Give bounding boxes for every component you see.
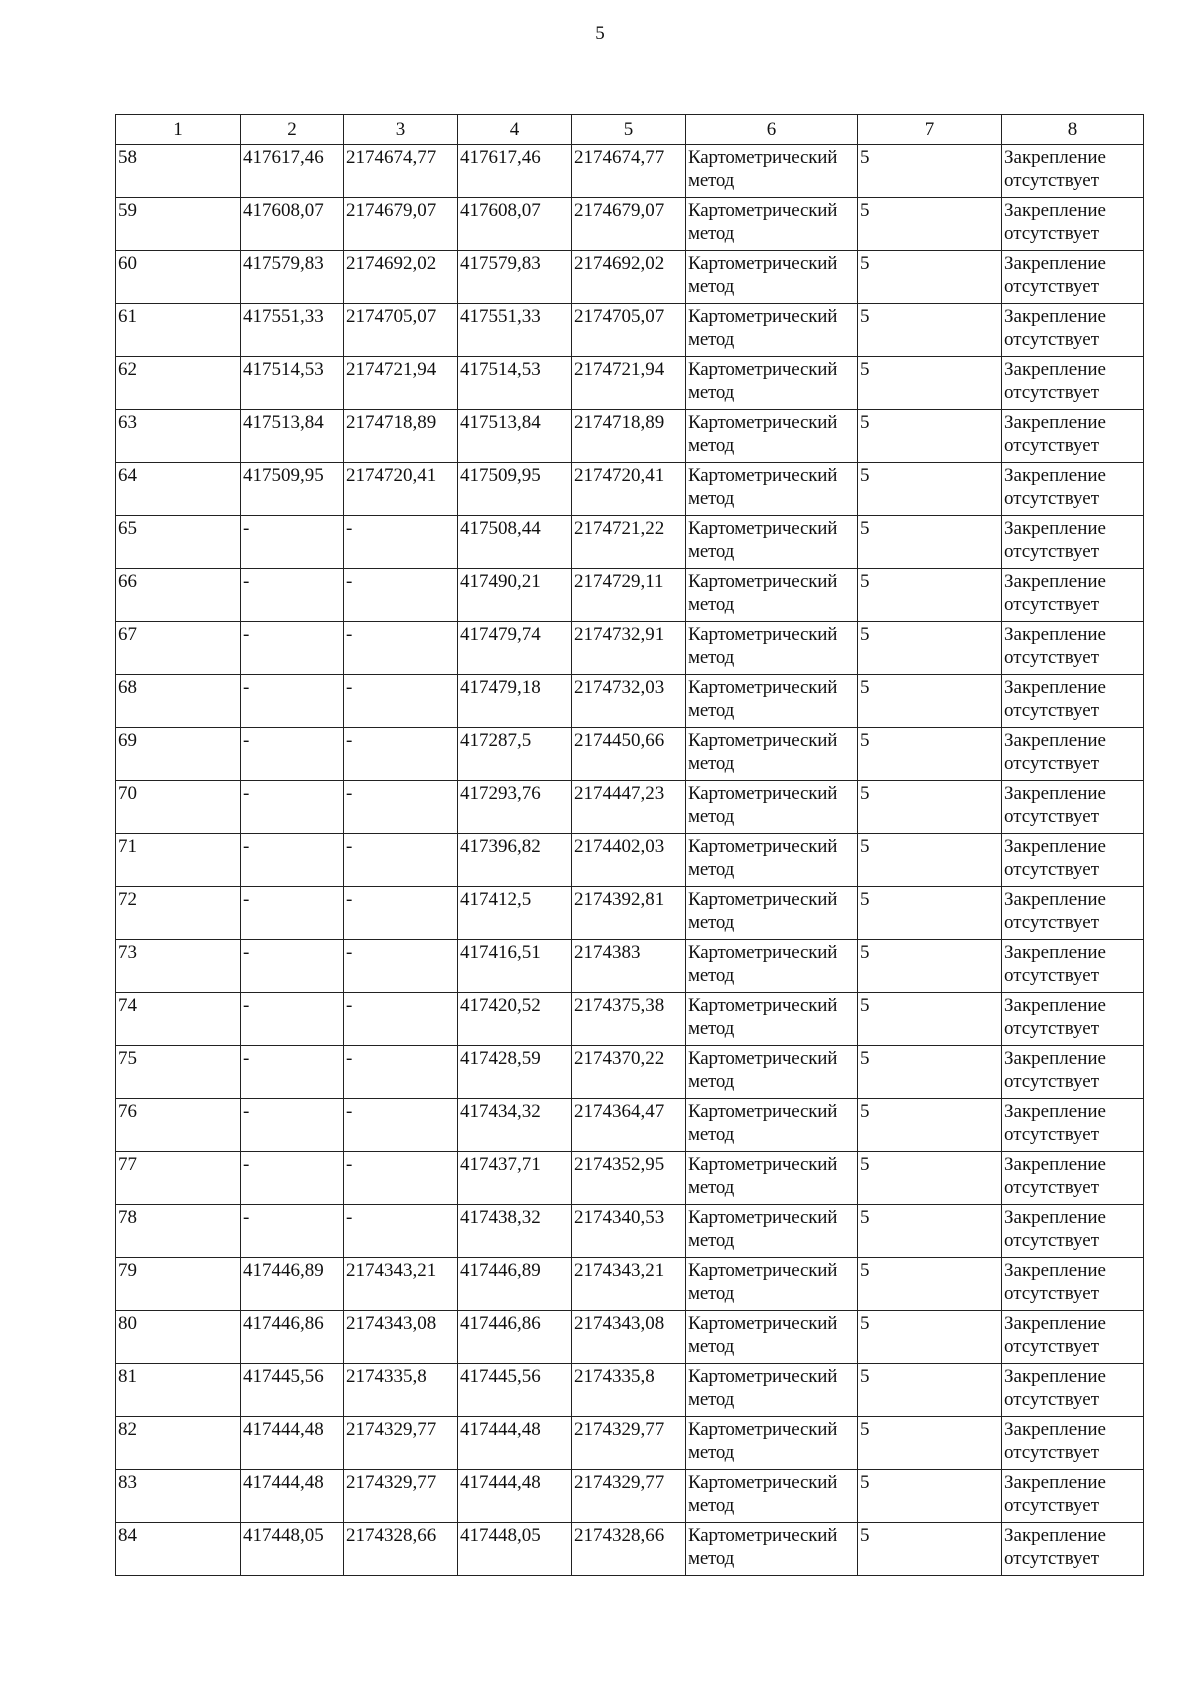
x-existing: 417579,83 [241, 251, 344, 304]
accuracy: 5 [858, 516, 1002, 569]
x-existing: - [241, 569, 344, 622]
point-number: 79 [116, 1258, 241, 1311]
method: Картометрический метод [686, 1046, 858, 1099]
accuracy: 5 [858, 357, 1002, 410]
accuracy: 5 [858, 1311, 1002, 1364]
accuracy: 5 [858, 834, 1002, 887]
col-x-existing-header: 2 [241, 115, 344, 145]
table-row [116, 516, 1144, 569]
method: Картометрический метод [686, 887, 858, 940]
y-existing: - [344, 728, 458, 781]
x-new: 417293,76 [458, 781, 572, 834]
x-existing: 417444,48 [241, 1470, 344, 1523]
accuracy: 5 [858, 728, 1002, 781]
x-new: 417420,52 [458, 993, 572, 1046]
marking-description: Закрепление отсутствует [1002, 357, 1144, 410]
marking-description: Закрепление отсутствует [1002, 887, 1144, 940]
method: Картометрический метод [686, 198, 858, 251]
point-number: 80 [116, 1311, 241, 1364]
table-row [116, 834, 1144, 887]
table-row [116, 1470, 1144, 1523]
accuracy: 5 [858, 1152, 1002, 1205]
point-number: 76 [116, 1099, 241, 1152]
method: Картометрический метод [686, 622, 858, 675]
y-new: 2174447,23 [572, 781, 686, 834]
y-existing: 2174720,41 [344, 463, 458, 516]
accuracy: 5 [858, 1470, 1002, 1523]
y-new: 2174402,03 [572, 834, 686, 887]
point-number: 68 [116, 675, 241, 728]
y-existing: - [344, 569, 458, 622]
table-row [116, 1099, 1144, 1152]
accuracy: 5 [858, 1046, 1002, 1099]
point-number: 61 [116, 304, 241, 357]
x-new: 417287,5 [458, 728, 572, 781]
col-x-new-header: 4 [458, 115, 572, 145]
x-new: 417608,07 [458, 198, 572, 251]
table-row [116, 569, 1144, 622]
method: Картометрический метод [686, 145, 858, 198]
accuracy: 5 [858, 463, 1002, 516]
marking-description: Закрепление отсутствует [1002, 728, 1144, 781]
marking-description: Закрепление отсутствует [1002, 622, 1144, 675]
y-new: 2174364,47 [572, 1099, 686, 1152]
y-new: 2174375,38 [572, 993, 686, 1046]
x-new: 417551,33 [458, 304, 572, 357]
table-row [116, 993, 1144, 1046]
y-existing: - [344, 622, 458, 675]
x-new: 417438,32 [458, 1205, 572, 1258]
x-existing: - [241, 834, 344, 887]
marking-description: Закрепление отсутствует [1002, 1258, 1144, 1311]
x-new: 417428,59 [458, 1046, 572, 1099]
accuracy: 5 [858, 1417, 1002, 1470]
marking-description: Закрепление отсутствует [1002, 516, 1144, 569]
point-number: 66 [116, 569, 241, 622]
method: Картометрический метод [686, 357, 858, 410]
point-number: 58 [116, 145, 241, 198]
point-number: 67 [116, 622, 241, 675]
table-row [116, 622, 1144, 675]
y-new: 2174370,22 [572, 1046, 686, 1099]
x-new: 417444,48 [458, 1417, 572, 1470]
marking-description: Закрепление отсутствует [1002, 940, 1144, 993]
method: Картометрический метод [686, 1417, 858, 1470]
x-existing: - [241, 781, 344, 834]
accuracy: 5 [858, 622, 1002, 675]
marking-description: Закрепление отсутствует [1002, 1152, 1144, 1205]
point-number: 69 [116, 728, 241, 781]
page-number: 5 [595, 23, 605, 44]
x-existing: 417551,33 [241, 304, 344, 357]
col-accuracy-header: 7 [858, 115, 1002, 145]
method: Картометрический метод [686, 1205, 858, 1258]
col-marking-header: 8 [1002, 115, 1144, 145]
point-number: 62 [116, 357, 241, 410]
table-row [116, 1311, 1144, 1364]
accuracy: 5 [858, 1523, 1002, 1576]
table-row [116, 410, 1144, 463]
marking-description: Закрепление отсутствует [1002, 410, 1144, 463]
y-existing: 2174329,77 [344, 1417, 458, 1470]
y-existing: 2174335,8 [344, 1364, 458, 1417]
table-row [116, 1046, 1144, 1099]
x-existing: 417444,48 [241, 1417, 344, 1470]
marking-description: Закрепление отсутствует [1002, 1523, 1144, 1576]
y-new: 2174383 [572, 940, 686, 993]
x-existing: - [241, 675, 344, 728]
x-new: 417479,74 [458, 622, 572, 675]
method: Картометрический метод [686, 1258, 858, 1311]
marking-description: Закрепление отсутствует [1002, 463, 1144, 516]
y-existing: - [344, 834, 458, 887]
x-new: 417445,56 [458, 1364, 572, 1417]
y-new: 2174343,08 [572, 1311, 686, 1364]
table-row [116, 1364, 1144, 1417]
x-new: 417579,83 [458, 251, 572, 304]
y-existing: 2174692,02 [344, 251, 458, 304]
y-new: 2174732,03 [572, 675, 686, 728]
y-existing: - [344, 887, 458, 940]
point-number: 78 [116, 1205, 241, 1258]
marking-description: Закрепление отсутствует [1002, 145, 1144, 198]
y-new: 2174392,81 [572, 887, 686, 940]
x-existing: 417514,53 [241, 357, 344, 410]
marking-description: Закрепление отсутствует [1002, 251, 1144, 304]
table-row [116, 198, 1144, 251]
x-existing: 417448,05 [241, 1523, 344, 1576]
y-existing: - [344, 781, 458, 834]
point-number: 75 [116, 1046, 241, 1099]
x-new: 417617,46 [458, 145, 572, 198]
method: Картометрический метод [686, 1152, 858, 1205]
y-new: 2174721,94 [572, 357, 686, 410]
method: Картометрический метод [686, 251, 858, 304]
marking-description: Закрепление отсутствует [1002, 304, 1144, 357]
y-existing: 2174679,07 [344, 198, 458, 251]
method: Картометрический метод [686, 463, 858, 516]
x-new: 417446,86 [458, 1311, 572, 1364]
y-new: 2174450,66 [572, 728, 686, 781]
point-number: 60 [116, 251, 241, 304]
y-existing: 2174343,21 [344, 1258, 458, 1311]
y-existing: 2174328,66 [344, 1523, 458, 1576]
table-row [116, 940, 1144, 993]
y-new: 2174329,77 [572, 1417, 686, 1470]
x-new: 417490,21 [458, 569, 572, 622]
y-existing: - [344, 1152, 458, 1205]
marking-description: Закрепление отсутствует [1002, 1364, 1144, 1417]
point-number: 83 [116, 1470, 241, 1523]
table-row [116, 145, 1144, 198]
x-new: 417509,95 [458, 463, 572, 516]
point-number: 64 [116, 463, 241, 516]
accuracy: 5 [858, 675, 1002, 728]
y-new: 2174732,91 [572, 622, 686, 675]
col-point-number-header: 1 [116, 115, 241, 145]
x-new: 417396,82 [458, 834, 572, 887]
y-new: 2174705,07 [572, 304, 686, 357]
y-existing: - [344, 1205, 458, 1258]
y-existing: 2174329,77 [344, 1470, 458, 1523]
x-existing: - [241, 1099, 344, 1152]
y-existing: 2174718,89 [344, 410, 458, 463]
accuracy: 5 [858, 781, 1002, 834]
table-row [116, 463, 1144, 516]
y-new: 2174721,22 [572, 516, 686, 569]
point-number: 77 [116, 1152, 241, 1205]
col-y-existing-header: 3 [344, 115, 458, 145]
x-new: 417412,5 [458, 887, 572, 940]
table-body [116, 145, 1144, 1576]
method: Картометрический метод [686, 1311, 858, 1364]
accuracy: 5 [858, 1099, 1002, 1152]
method: Картометрический метод [686, 993, 858, 1046]
y-new: 2174674,77 [572, 145, 686, 198]
x-existing: 417446,89 [241, 1258, 344, 1311]
method: Картометрический метод [686, 304, 858, 357]
accuracy: 5 [858, 145, 1002, 198]
y-existing: 2174343,08 [344, 1311, 458, 1364]
x-existing: - [241, 1046, 344, 1099]
x-new: 417448,05 [458, 1523, 572, 1576]
col-method-header: 6 [686, 115, 858, 145]
x-new: 417514,53 [458, 357, 572, 410]
col-y-new-header: 5 [572, 115, 686, 145]
y-existing: - [344, 516, 458, 569]
x-existing: 417608,07 [241, 198, 344, 251]
table-row [116, 781, 1144, 834]
point-number: 59 [116, 198, 241, 251]
y-new: 2174340,53 [572, 1205, 686, 1258]
y-existing: - [344, 1046, 458, 1099]
point-number: 70 [116, 781, 241, 834]
accuracy: 5 [858, 569, 1002, 622]
marking-description: Закрепление отсутствует [1002, 834, 1144, 887]
x-existing: - [241, 993, 344, 1046]
marking-description: Закрепление отсутствует [1002, 993, 1144, 1046]
marking-description: Закрепление отсутствует [1002, 1046, 1144, 1099]
table-header-row [116, 115, 1144, 145]
y-new: 2174352,95 [572, 1152, 686, 1205]
accuracy: 5 [858, 198, 1002, 251]
table-row [116, 887, 1144, 940]
table-row [116, 1205, 1144, 1258]
x-existing: - [241, 940, 344, 993]
coordinates-table [115, 114, 1144, 1576]
accuracy: 5 [858, 1205, 1002, 1258]
x-existing: - [241, 516, 344, 569]
y-existing: 2174705,07 [344, 304, 458, 357]
point-number: 82 [116, 1417, 241, 1470]
x-new: 417479,18 [458, 675, 572, 728]
marking-description: Закрепление отсутствует [1002, 1099, 1144, 1152]
point-number: 73 [116, 940, 241, 993]
table-row [116, 357, 1144, 410]
method: Картометрический метод [686, 516, 858, 569]
y-new: 2174329,77 [572, 1470, 686, 1523]
accuracy: 5 [858, 1258, 1002, 1311]
point-number: 65 [116, 516, 241, 569]
x-existing: - [241, 1152, 344, 1205]
point-number: 63 [116, 410, 241, 463]
x-new: 417508,44 [458, 516, 572, 569]
method: Картометрический метод [686, 1470, 858, 1523]
table-row [116, 1152, 1144, 1205]
method: Картометрический метод [686, 410, 858, 463]
table-row [116, 304, 1144, 357]
point-number: 71 [116, 834, 241, 887]
marking-description: Закрепление отсутствует [1002, 675, 1144, 728]
accuracy: 5 [858, 410, 1002, 463]
y-existing: - [344, 993, 458, 1046]
x-existing: 417617,46 [241, 145, 344, 198]
accuracy: 5 [858, 993, 1002, 1046]
y-new: 2174718,89 [572, 410, 686, 463]
y-new: 2174343,21 [572, 1258, 686, 1311]
y-existing: - [344, 1099, 458, 1152]
x-existing: 417445,56 [241, 1364, 344, 1417]
table-row [116, 728, 1144, 781]
y-new: 2174328,66 [572, 1523, 686, 1576]
y-new: 2174692,02 [572, 251, 686, 304]
point-number: 81 [116, 1364, 241, 1417]
table-row [116, 1523, 1144, 1576]
marking-description: Закрепление отсутствует [1002, 781, 1144, 834]
x-existing: - [241, 728, 344, 781]
method: Картометрический метод [686, 1099, 858, 1152]
accuracy: 5 [858, 304, 1002, 357]
marking-description: Закрепление отсутствует [1002, 198, 1144, 251]
y-new: 2174335,8 [572, 1364, 686, 1417]
method: Картометрический метод [686, 1364, 858, 1417]
y-existing: 2174721,94 [344, 357, 458, 410]
y-new: 2174720,41 [572, 463, 686, 516]
y-existing: - [344, 675, 458, 728]
y-new: 2174729,11 [572, 569, 686, 622]
method: Картометрический метод [686, 781, 858, 834]
y-existing: 2174674,77 [344, 145, 458, 198]
point-number: 74 [116, 993, 241, 1046]
method: Картометрический метод [686, 834, 858, 887]
accuracy: 5 [858, 887, 1002, 940]
y-existing: - [344, 940, 458, 993]
x-existing: - [241, 1205, 344, 1258]
x-existing: 417446,86 [241, 1311, 344, 1364]
x-new: 417416,51 [458, 940, 572, 993]
accuracy: 5 [858, 1364, 1002, 1417]
point-number: 84 [116, 1523, 241, 1576]
marking-description: Закрепление отсутствует [1002, 1311, 1144, 1364]
marking-description: Закрепление отсутствует [1002, 1205, 1144, 1258]
x-new: 417434,32 [458, 1099, 572, 1152]
method: Картометрический метод [686, 728, 858, 781]
marking-description: Закрепление отсутствует [1002, 1470, 1144, 1523]
table-row [116, 675, 1144, 728]
table-row [116, 1258, 1144, 1311]
x-new: 417513,84 [458, 410, 572, 463]
table-row [116, 1417, 1144, 1470]
method: Картометрический метод [686, 1523, 858, 1576]
method: Картометрический метод [686, 940, 858, 993]
x-existing: 417509,95 [241, 463, 344, 516]
x-existing: 417513,84 [241, 410, 344, 463]
accuracy: 5 [858, 251, 1002, 304]
marking-description: Закрепление отсутствует [1002, 569, 1144, 622]
x-existing: - [241, 622, 344, 675]
table-row [116, 251, 1144, 304]
y-new: 2174679,07 [572, 198, 686, 251]
x-new: 417437,71 [458, 1152, 572, 1205]
point-number: 72 [116, 887, 241, 940]
accuracy: 5 [858, 940, 1002, 993]
x-new: 417444,48 [458, 1470, 572, 1523]
x-new: 417446,89 [458, 1258, 572, 1311]
method: Картометрический метод [686, 675, 858, 728]
method: Картометрический метод [686, 569, 858, 622]
marking-description: Закрепление отсутствует [1002, 1417, 1144, 1470]
x-existing: - [241, 887, 344, 940]
